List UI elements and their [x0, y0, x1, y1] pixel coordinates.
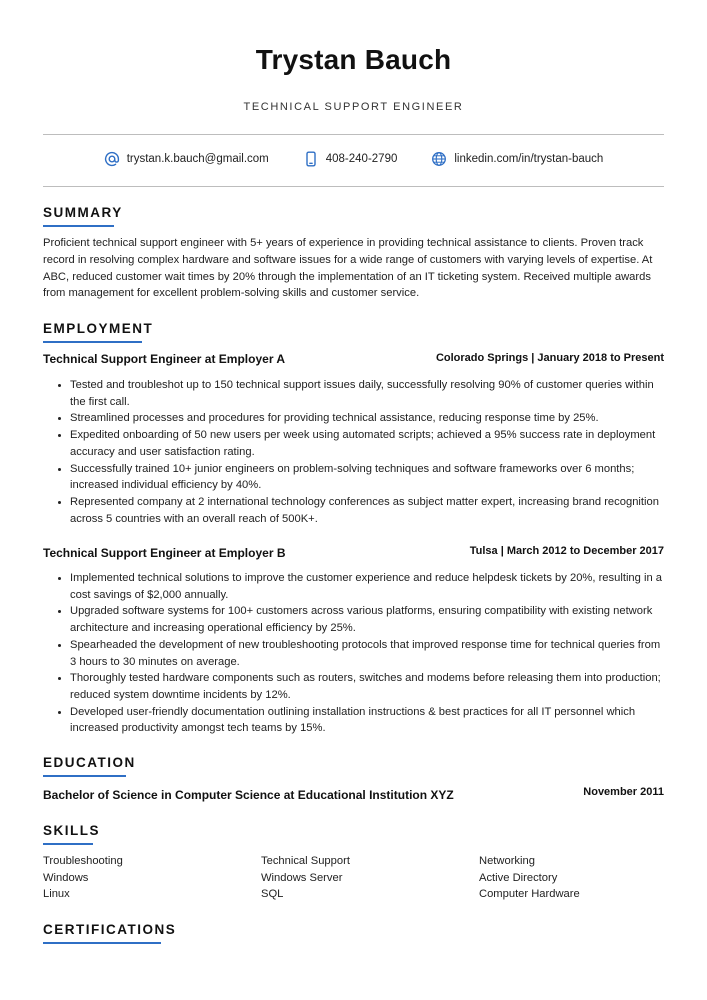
certifications-underline [43, 942, 161, 944]
header-divider-top [43, 134, 664, 135]
skills-heading: SKILLS [43, 823, 101, 838]
job-bullet: • Spearheaded the development of new troubleshooting protocols that improved response time for technical queries from 3 hours to 30 minutes on average. [70, 637, 664, 670]
job-bullet: • Implemented technical solutions to improve the customer experience and reduce helpdesk tickets by 20%, resulting in a cost savings of $2,000 annually. [70, 570, 664, 603]
contact-phone-text: 408-240-2790 [325, 153, 398, 165]
contact-phone[interactable] [303, 151, 398, 167]
job-bullet: • Expedited onboarding of 50 new users per week using automated scripts; achieved a 95% success rate in deployment accuracy and user satisfaction rating. [70, 427, 664, 460]
employment-underline [43, 341, 142, 343]
job-title: Technical Support Engineer at Employer B [43, 546, 286, 560]
at-sign-icon [104, 151, 120, 167]
skill-item: Active Directory [479, 871, 558, 884]
job-location-dates: Colorado Springs | January 2018 to Present [435, 352, 664, 364]
job-bullet: • Streamlined processes and procedures for providing technical assistance, reducing response time by 25%. [70, 410, 664, 427]
job-bullet: • Developed user-friendly documentation outlining installation instructions & best practices for all IT personnel which increased productivity amongst tech teams by 15%. [70, 704, 664, 737]
summary-underline [43, 225, 114, 227]
candidate-role: TECHNICAL SUPPORT ENGINEER [243, 101, 464, 113]
job-bullet: • Thoroughly tested hardware components such as routers, switches and modems before releasing them into production; reduced system downtime incidents by 12%. [70, 670, 664, 703]
candidate-name: Trystan Bauch [255, 44, 452, 75]
skills-grid [43, 853, 664, 903]
job-location-dates: Tulsa | March 2012 to December 2017 [469, 545, 664, 557]
globe-icon [431, 151, 447, 167]
skill-item: Computer Hardware [479, 888, 580, 901]
skill-item: Networking [479, 855, 535, 867]
education-degree: Bachelor of Science in Computer Science at Educational Institution XYZ [43, 788, 454, 802]
skill-item: Troubleshooting [43, 855, 123, 867]
contact-bar [0, 148, 707, 170]
education-underline [43, 775, 126, 777]
summary-heading: SUMMARY [43, 205, 123, 220]
skills-underline [43, 843, 93, 845]
job-title: Technical Support Engineer at Employer A [43, 352, 286, 366]
education-date: November 2011 [583, 786, 664, 798]
job-bullet: • Upgraded software systems for 100+ customers across various platforms, ensuring compatibility with existing network architecture and increasing operational efficiency by 25%. [70, 603, 664, 636]
skill-item: Linux [43, 888, 70, 901]
job-bullets [43, 377, 664, 527]
job-bullets [43, 570, 664, 737]
job-bullet: • Represented company at 2 international technology conferences as subject matter expert, increasing brand recognition across 5 countries with an overall reach of 500K+. [70, 494, 664, 527]
skill-item: Windows Server [261, 871, 343, 884]
skill-item: Windows [43, 871, 89, 884]
skill-item: Technical Support [261, 855, 350, 867]
job-bullet: • Successfully trained 10+ junior engineers on problem-solving techniques and software frameworks over 6 months; increased individual efficiency by 40%. [70, 461, 664, 494]
contact-linkedin-text: linkedin.com/in/trystan-bauch [454, 153, 604, 165]
phone-icon [303, 151, 319, 167]
employment-heading: EMPLOYMENT [43, 321, 154, 336]
skill-item: SQL [261, 888, 284, 901]
job-bullet: • Tested and troubleshot up to 150 technical support issues daily, successfully resolving 90% of customer queries within the first call. [70, 377, 664, 410]
certifications-heading: CERTIFICATIONS [43, 922, 177, 937]
summary-text: Proficient technical support engineer with 5+ years of experience in providing technical assistance to clients. Proven track record in resolving complex hardware and software issues for a wide range of customers with varying levels of expertise. At ABC, reduced customer wait times by 20% through the implementation of an IT ticketing system. Received multiple awards from management for excellent problem-solving skills and customer service. [43, 237, 653, 300]
contact-email[interactable] [104, 151, 269, 167]
contact-email-text: trystan.k.bauch@gmail.com [126, 153, 269, 165]
header-divider-bottom [43, 186, 664, 187]
education-heading: EDUCATION [43, 755, 136, 770]
contact-linkedin[interactable] [431, 151, 603, 167]
